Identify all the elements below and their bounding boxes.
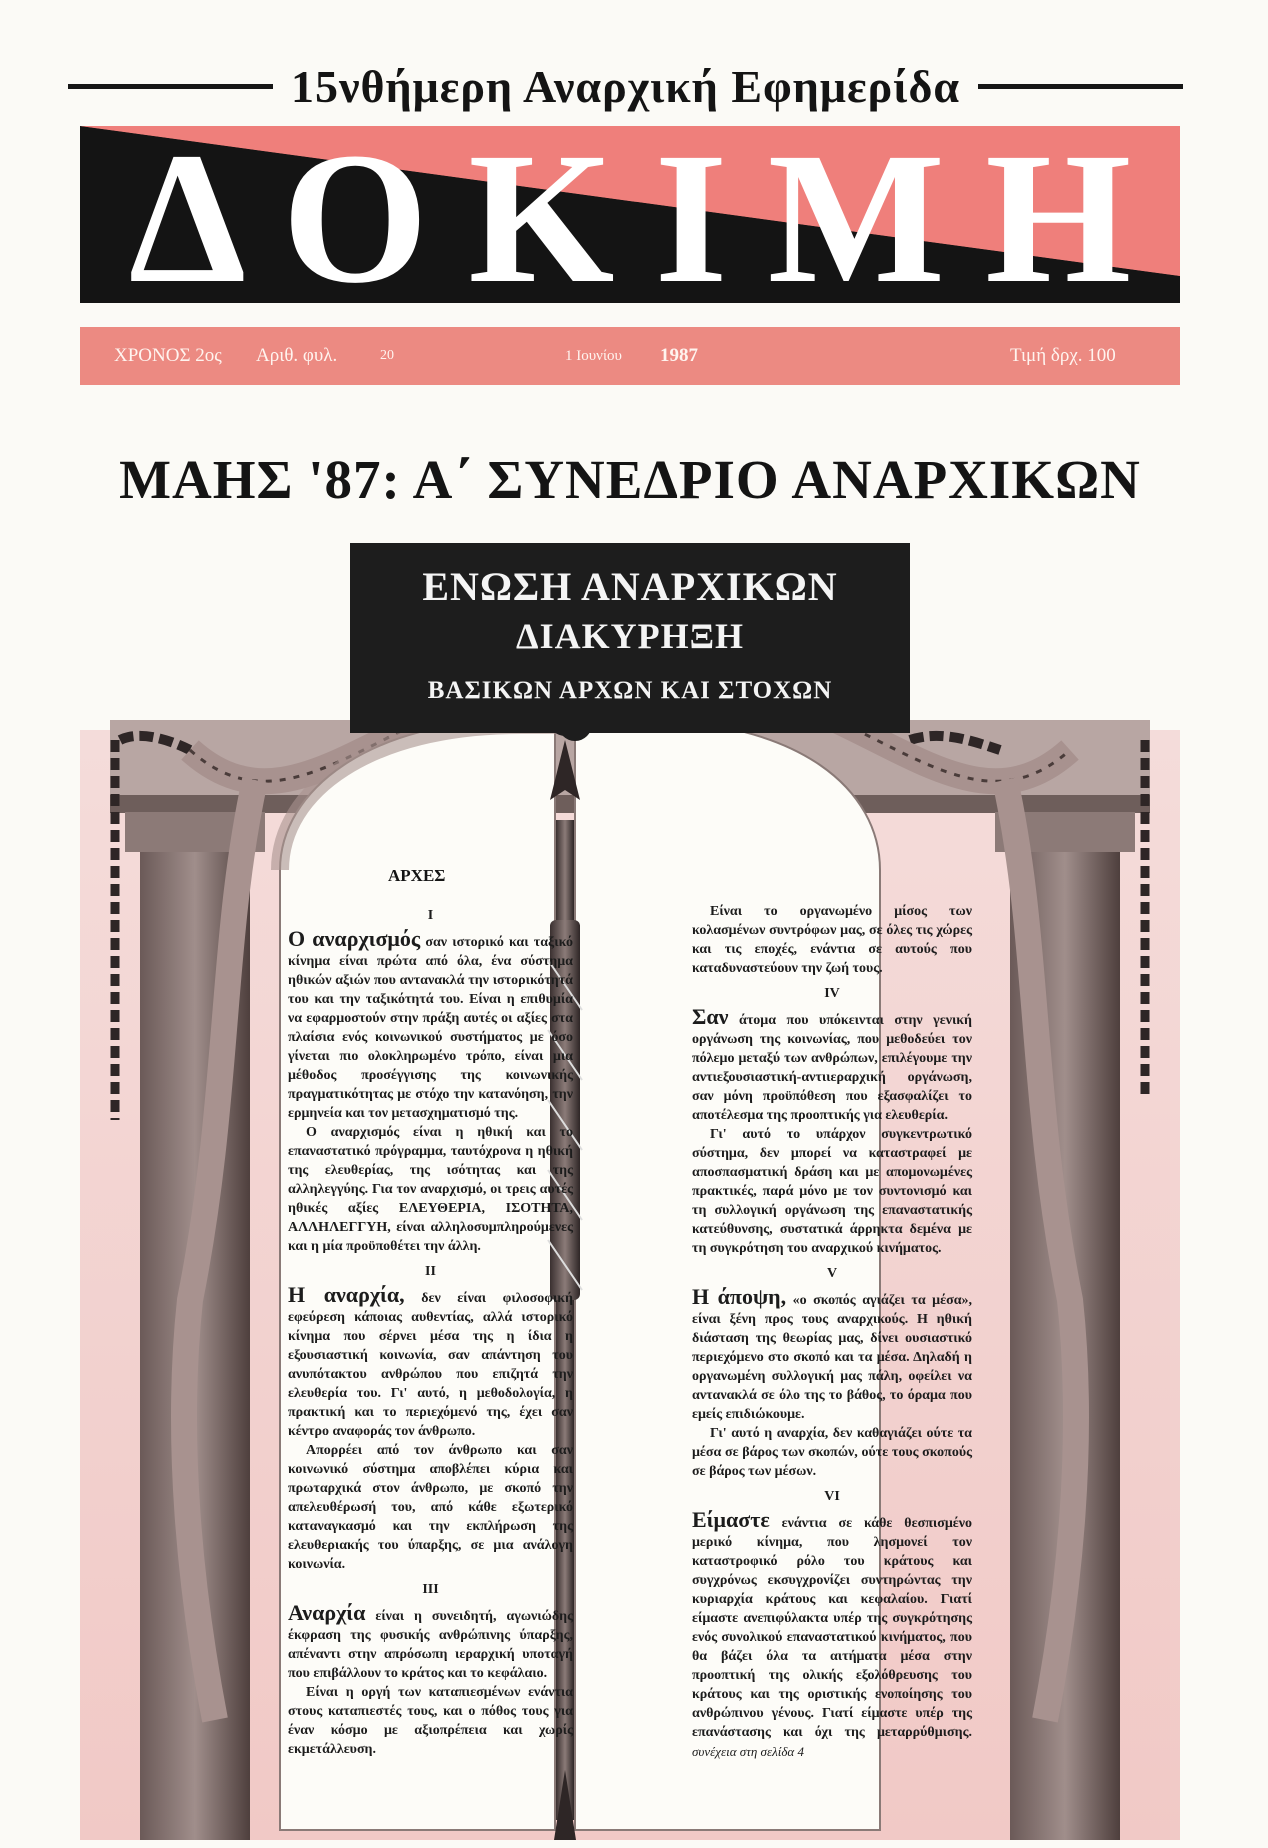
paragraph: Είναι το οργανωμένο μίσος των κολασμένων συντρόφων μας, σε όλες τις χώρες και τις εποχές, ενάντια σε αυτούς που καταδυναστεύουν την ζωή τους. [692, 904, 972, 976]
paragraph-body: σαν ιστορικό και ταξικό κίνημα είναι πρώτα από όλα, ένα σύστημα ηθικών αξιών που αντανακλά την ιστορικότητά του και την ταξικότητά του. Είναι η επιθυμία να εφαρμοστούν στην πράξη αυτές οι αξίες στα πλαίσια ενός κοινωνικού συστήματος με όσο γίνεται πιο ολοκληρωμένο τρόπο, είναι μια μέθοδος προσέγγισης της κοινωνικής πραγματικότητας με στόχο την κατανόηση, την ερμηνεία και τον μετασχηματισμό της. [288, 935, 573, 1121]
paragraph-body: «ο σκοπός αγιάζει τα μέσα», είναι ξένη προς τους αναρχικούς. Η ηθική διάσταση της θεωρίας μας, δίνει ουσιαστικό περιεχόμενο στο σκοπό και τα μέσα. Δηλαδή η οργανωμένη συλλογική μας πάλη, οφείλει να αντανακλά σε όλο της το βάθος, το όραμα που εμείς επιδιώκουμε. [692, 1293, 973, 1422]
paragraph [288, 1282, 573, 1441]
paragraph-body: είναι η συνειδητή, αγωνιώδης έκφραση της φυσικής ανθρώπινης ύπαρξης, απέναντι στην απρόσωπη ιεραρχική υποταγή που επιβάλλουν το κράτος και το κεφάλαιο. [288, 1609, 574, 1681]
title-line-2: ΔΙΑΚΥΡΗΞΗ [516, 616, 744, 656]
left-tablet-text [288, 900, 573, 1759]
title-line-1: ΕΝΩΣΗ ΑΝΑΡΧΙΚΩΝ [422, 564, 838, 609]
paragraph-body: ενάντια σε κάθε θεσπισμένο μερικό κίνημα, που λησμονεί τον καταστροφικό ρόλο του κράτους και συγχρόνως εκσυγχρονίζει συντηρώντας την κυριαρχία κράτους και κεφαλαίου. Γιατί είμαστε ανεπιφύλακτα υπέρ της συγκρότησης ενός συνολικού επαναστατικού κινήματος, που θα βάζει όλα τα αιτήματα μέσα στην προοπτική της ολικής εξολόθρευσης του κράτους και της οριστικής ενοποίησης του ανθρώπινου γένους. Γιατί είμαστε υπέρ της επανάστασης και όχι της μεταρρύθμισης. [692, 1516, 972, 1740]
strip-issue-number: 20 [380, 348, 394, 363]
issue-strip [80, 327, 1180, 385]
paragraph-lead: Η αναρχία, [288, 1282, 405, 1307]
strip-date: 1 Ιουνίου [565, 348, 622, 364]
paragraph-lead: Η άποψη, [692, 1284, 787, 1309]
strip-year: ΧΡΟΝΟΣ 2ος [114, 345, 222, 366]
paragraph-lead: Ο αναρχισμός [288, 926, 421, 951]
paragraph [692, 1284, 973, 1424]
section-number: II [425, 1264, 436, 1279]
paragraph-body: δεν είναι φιλοσοφική εφεύρεση κάποιας αυθεντίας, αλλά ιστορικό κίνημα που σέρνει μέσα της η ίδια η εξουσιαστική κοινωνία, σαν απάντηση του ανυπότακτου ανθρώπου που επιζητά την ελευθερία του. Γι' αυτό, η μεθοδολογία, η πρακτική και το περιεχόμενό της, έχει σαν κέντρο αναφοράς τον άνθρωπο. [288, 1291, 573, 1439]
paragraph [288, 926, 573, 1123]
strip-issue-label: Αριθ. φυλ. [256, 345, 338, 366]
tagline [68, 60, 1183, 113]
section-number: IV [824, 986, 840, 1001]
section-number: I [427, 908, 434, 923]
paragraph-lead: Αναρχία [288, 1600, 366, 1625]
masthead [80, 126, 1180, 303]
title-line-3: ΒΑΣΙΚΩΝ ΑΡΧΩΝ ΚΑΙ ΣΤΟΧΩΝ [427, 677, 833, 704]
section-number: III [422, 1582, 439, 1597]
tagline-row [68, 58, 1183, 118]
section-number: VI [824, 1489, 840, 1504]
paragraph-body: άτομα που υπόκεινται στην γενική οργάνωση της κοινωνίας, που μεθοδεύει τον πόλεμο μεταξύ των ανθρώπων, επιλέγουμε την αντιεξουσιαστική-αντιιεραρχική οργάνωση, σαν μόνη προϋπόθεση που εξασφαλίζει το αποτέλεσμα της προοπτικής για ελευθερία. [692, 1013, 973, 1123]
tagline-text: 15νθήμερη Αναρχική Εφημερίδα [273, 61, 978, 112]
paragraph [288, 1600, 574, 1683]
paragraph-lead: Είμαστε [692, 1507, 770, 1532]
paragraph: Γι' αυτό το υπάρχον συγκεντρωτικό σύστημα, δεν μπορεί να καταστραφεί με αποσπασματική δράση και με απομονωμένες πρακτικές, παρά μόνο με τον συντονισμό και τη συλλογική οργάνωση της επαναστατικής κατεύθυνσης, συστατικά άρρηκτα δεμένα με τη συγκρότηση του αναρχικού κινήματος. [692, 1127, 972, 1256]
strip-price: Τιμή δρχ. 100 [1010, 345, 1116, 366]
paragraph-lead: Σαν [692, 1004, 729, 1029]
masthead-title: ΔΟΚΙΜΗ [128, 126, 1172, 303]
headline: ΜΑΗΣ '87: Α΄ ΣΥΝΕΔΡΙΟ ΑΝΑΡΧΙΚΩΝ [119, 449, 1141, 510]
declaration-title-box [350, 543, 910, 733]
tablets-illustration [80, 540, 1180, 1840]
continued-link[interactable]: συνέχεια στη σελίδα 4 [692, 1744, 804, 1759]
section-number: V [826, 1266, 838, 1281]
paragraph [692, 1507, 972, 1762]
right-tablet-text [692, 902, 972, 1762]
strip-year-number: 1987 [660, 345, 698, 366]
principles-heading: ΑΡΧΕΣ [388, 866, 446, 885]
paragraph: Είναι η οργή των καταπιεσμένων ενάντια στους καταπιεστές τους, και ο πόθος τους για έναν κόσμο με αξιοπρέπεια και χωρίς εκμετάλλευση. [288, 1685, 573, 1757]
paragraph: Ο αναρχισμός είναι η ηθική και το επαναστατικό πρόγραμμα, ταυτόχρονα η ηθική της ελευθερίας, της ισότητας και της αλληλεγγύης. Για τον αναρχισμό, οι τρεις αυτές ηθικές αξίες ΕΛΕΥΘΕΡΙΑ, ΙΣΟΤΗΤΑ, ΑΛΛΗΛΕΓΓΥΗ, είναι αλληλοσυμπληρούμενες και η μία προϋποθέτει την άλλη. [288, 1125, 573, 1254]
paragraph [692, 1004, 973, 1125]
paragraph: Γι' αυτό η αναρχία, δεν καθαγιάζει ούτε τα μέσα σε βάρος των σκοπών, ούτε τους σκοπούς σε βάρος των μέσων. [692, 1426, 972, 1479]
paragraph: Απορρέει από τον άνθρωπο και σαν κοινωνικό σύστημα αποβλέπει κύρια και πρωταρχικά στον άνθρωπο, με σκοπό την απελευθέρωσή του, από κάθε εξωτερικό καταναγκασμό και την εκπλήρωση της ελευθεριακής του ύπαρξης, σε μια ανάλογη κοινωνία. [288, 1443, 573, 1572]
